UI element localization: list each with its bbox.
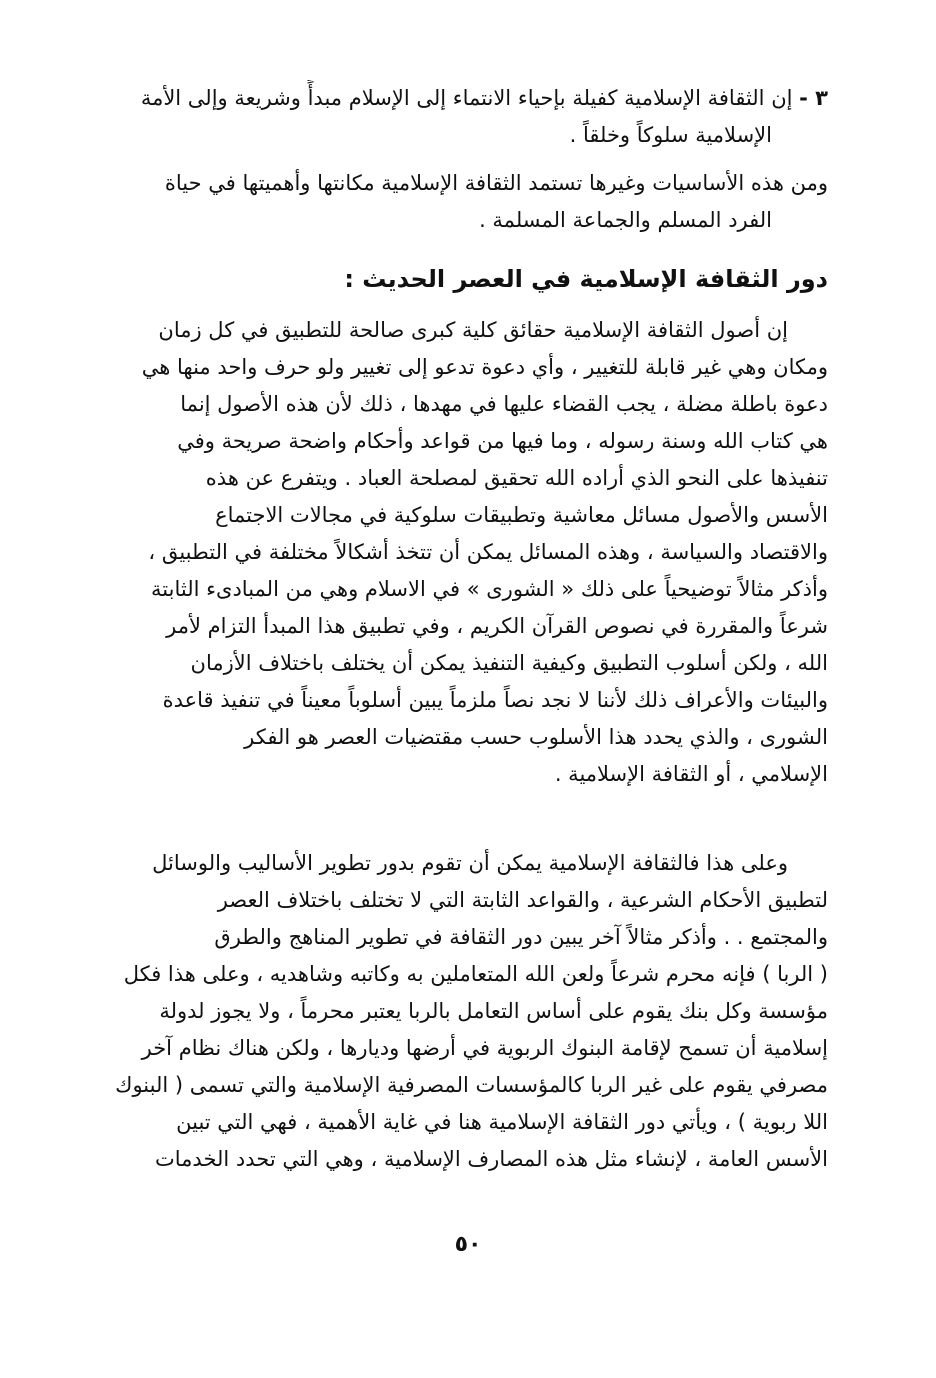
text-line: إسلامية أن تسمح لإقامة البنوك الربوية في أرضها وديارها ، ولكن هناك نظام آخر xyxy=(141,1036,828,1060)
section-heading: دور الثقافة الإسلامية في العصر الحديث : xyxy=(344,265,828,293)
text-line: وأذكر مثالاً توضيحياً على ذلك « الشورى » في الاسلام وهي من المبادىء الثابتة xyxy=(151,577,828,601)
text-line: الأسس العامة ، لإنشاء مثل هذه المصارف الإسلامية ، وهي التي تحدد الخدمات xyxy=(155,1147,828,1171)
text-line: هي كتاب الله وسنة رسوله ، وما فيها من قواعد وأحكام واضحة صريحة وفي xyxy=(177,429,828,453)
paragraph-modern-role xyxy=(108,312,828,793)
text-line: ومن هذه الأساسيات وغيرها تستمد الثقافة الإسلامية مكانتها وأهميتها في حياة xyxy=(164,171,828,195)
text-line: الأسس والأصول مسائل معاشية وتطبيقات سلوكية في مجالات الاجتماع xyxy=(215,503,828,527)
page-number: ٥٠ xyxy=(454,1232,482,1257)
text-line: مصرفي يقوم على غير الربا كالمؤسسات المصرفية الإسلامية والتي تسمى ( البنوك xyxy=(115,1073,828,1097)
text-line: ٣ - إن الثقافة الإسلامية كفيلة بإحياء الانتماء إلى الإسلام مبدأً وشريعة وإلى الأمة xyxy=(140,86,828,110)
text-line: مؤسسة وكل بنك يقوم على أساس التعامل بالربا يعتبر محرماً ، ولا يجوز لدولة xyxy=(159,999,828,1023)
text-line: إن أصول الثقافة الإسلامية حقائق كلية كبرى صالحة للتطبيق في كل زمان xyxy=(158,318,788,342)
paragraph-intro xyxy=(108,165,828,239)
text-line: ومكان وهي غير قابلة للتغيير ، وأي دعوة تدعو إلى تغيير ولو حرف واحد منها هي xyxy=(141,355,828,379)
paragraph-banking-example xyxy=(108,845,828,1178)
text-line: اللا ربوية ) ، ويأتي دور الثقافة الإسلامية هنا في غاية الأهمية ، فهي التي تبين xyxy=(176,1110,828,1134)
text-line: لتطبيق الأحكام الشرعية ، والقواعد الثابتة التي لا تختلف باختلاف العصر xyxy=(217,888,828,912)
text-line: دعوة باطلة مضلة ، يجب القضاء عليها في مهدها ، ذلك لأن هذه الأصول إنما xyxy=(180,392,828,416)
text-line: الفرد المسلم والجماعة المسلمة . xyxy=(479,208,772,232)
text-line: الشورى ، والذي يحدد هذا الأسلوب حسب مقتضيات العصر هو الفكر xyxy=(244,725,828,749)
text-line: الإسلامي ، أو الثقافة الإسلامية . xyxy=(554,762,828,786)
numbered-point-3 xyxy=(108,80,828,154)
text-line: والاقتصاد والسياسة ، وهذه المسائل يمكن أن تتخذ أشكالاً مختلفة في التطبيق ، xyxy=(148,540,828,564)
text-line: والمجتمع . . وأذكر مثالاً آخر يبين دور الثقافة في تطوير المناهج والطرق xyxy=(214,925,828,949)
text-line: والبيئات والأعراف ذلك لأننا لا نجد نصاً ملزماً يبين أسلوباً معيناً في تنفيذ قاعدة xyxy=(162,688,828,712)
text-line: وعلى هذا فالثقافة الإسلامية يمكن أن تقوم بدور تطوير الأساليب والوسائل xyxy=(152,851,788,875)
text-line: ( الربا ) فإنه محرم شرعاً ولعن الله المتعاملين به وكاتبه وشاهديه ، وعلى هذا فكل xyxy=(123,962,828,986)
text-line: شرعاً والمقررة في نصوص القرآن الكريم ، وفي تطبيق هذا المبدأ التزام لأمر xyxy=(166,614,828,638)
text-line: الإسلامية سلوكاً وخلقاً . xyxy=(569,123,772,147)
text-line: تنفيذها على النحو الذي أراده الله تحقيق لمصلحة العباد . ويتفرع عن هذه xyxy=(205,466,828,490)
point-number: ٣ - xyxy=(799,86,828,110)
text-line: الله ، ولكن أسلوب التطبيق وكيفية التنفيذ يمكن أن يختلف باختلاف الأزمان xyxy=(190,651,828,675)
